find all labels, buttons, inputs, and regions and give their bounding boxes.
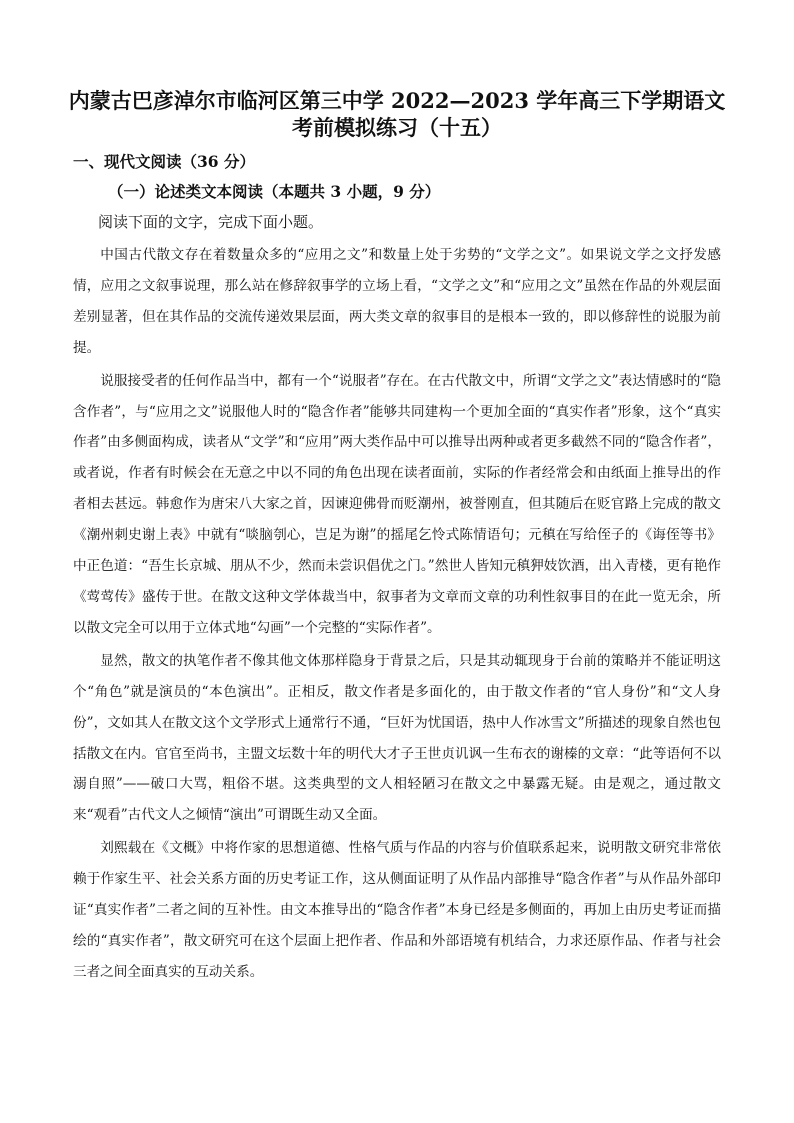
passage-paragraph-1: 中国古代散文存在着数量众多的“应用之文”和数量上处于劣势的“文学之文”。如果说文学之文抒发感情，应用之文叙事说理，那么站在修辞叙事学的立场上看，“文学之文”和“应用之文”虽然在作品的外观层面差别显著，但在其作品的交流传递效果层面，两大类文章的叙事目的是根本一致的，即以修辞性的说服为前提。 [73,247,721,356]
section-heading: 一、现代文阅读（36 分） [73,152,255,171]
passage-paragraph-4: 刘熙载在《文概》中将作家的思想道德、性格气质与作品的内容与价值联系起来，说明散文研究非常依赖于作家生平、社会关系方面的历史考证工作，这从侧面证明了从作品内部推导“隐含作者”与从作品外部印证“真实作者”二者之间的互补性。由文本推导出的“隐含作者”本身已经是多侧面的，再加上由历史考证而描绘的“真实作者”，散文研究可在这个层面上把作者、作品和外部语境有机结合，力求还原作品、作者与社会三者之间全面真实的互动关系。 [73,840,721,980]
reading-instruction: 阅读下面的文字，完成下面小题。 [98,213,324,231]
passage-paragraph-3: 显然，散文的执笔作者不像其他文体那样隐身于背景之后，只是其动辄现身于台前的策略并不能证明这个“角色”就是演员的“本色演出”。正相反，散文作者是多面化的，由于散文作者的“官人身份”和“文人身份”，文如其人在散文这个文学形式上通常行不通，“巨奸为忧国语，热中人作冰雪文”所描述的现象自然也包括散文在内。官官至尚书，主盟文坛数十年的明代大才子王世贞讥讽一生布衣的谢榛的文章：“此等语何不以溺自照”——破口大骂，粗俗不堪。这类典型的文人相轻陋习在散文之中暴露无疑。由是观之，通过散文来“观看”古代文人之倾情“演出”可谓既生动又全面。 [73,652,721,824]
document-title-line-1: 内蒙古巴彦淖尔市临河区第三中学 2022—2023 学年高三下学期语文 [68,88,726,113]
document-title-line-2: 考前模拟练习（十五） [292,115,502,140]
subsection-heading: （一）论述类文本阅读（本题共 3 小题，9 分） [108,182,441,201]
passage-body [73,240,721,990]
passage-paragraph-2: 说服接受者的任何作品当中，都有一个“说服者”存在。在古代散文中，所谓“文学之文”表达情感时的“隐含作者”，与“应用之文”说服他人时的“隐含作者”能够共同建构一个更加全面的“真实作者”形象，这个“真实作者”由多侧面构成，读者从“文学”和“应用”两大类作品中可以推导出两种或者更多截然不同的“隐含作者”，或者说，作者有时候会在无意之中以不同的角色出现在读者面前，实际的作者经常会和由纸面上推导出的作者相去甚远。韩愈作为唐宋八大家之首，因谏迎佛骨而贬潮州，被誉刚直，但其随后在贬官路上完成的散文《潮州刺史谢上表》中就有“啖脑刳心，岂足为谢”的摇尾乞怜式陈情语句；元稹在写给侄子的《诲侄等书》中正色道：“吾生长京城、朋从不少，然而未尝识倡优之门。”然世人皆知元稹狎妓饮酒，出入青楼，更有艳作《莺莺传》盛传于世。在散文这种文学体裁当中，叙事者为文章而文章的功利性叙事目的在此一览无余，所以散文完全可以用于立体式地“勾画”一个完整的“实际作者”。 [73,372,721,636]
